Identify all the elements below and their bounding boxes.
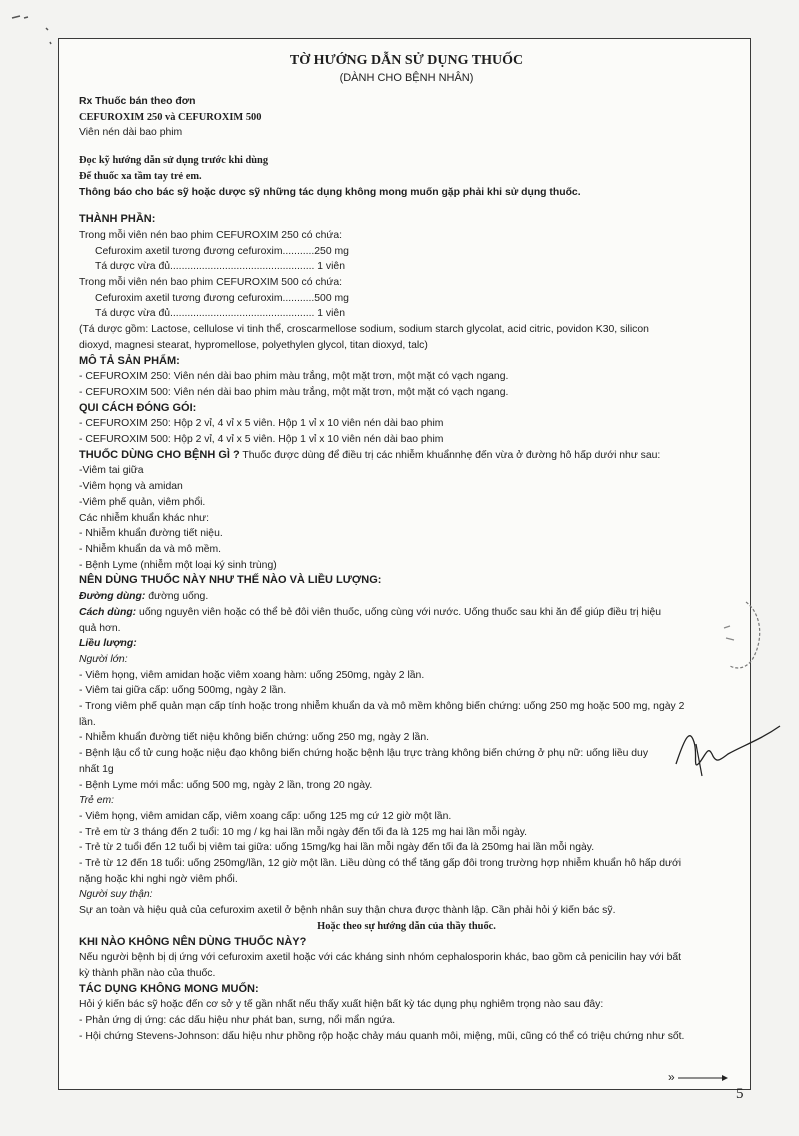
indication-item: - Nhiễm khuẩn đường tiết niệu. — [79, 528, 223, 540]
section-heading-description: MÔ TẢ SẢN PHẨM: — [79, 354, 180, 367]
dose-label: Liều lượng: — [79, 638, 137, 650]
route-text: đường uống. — [145, 591, 209, 603]
indications-text: Thuốc được dùng để điều trị các nhiễm khuẩnnhẹ đến vừa ở đường hô hấp dưới như sau: — [239, 449, 661, 461]
child-dose-item: nặng hoặc khi nghi ngờ viêm phổi. — [79, 873, 238, 885]
method-line: quả hơn. — [79, 622, 121, 634]
indication-item: Các nhiễm khuẩn khác như: — [79, 512, 209, 524]
description-item: - CEFUROXIM 250: Viên nén dài bao phim màu trắng, một mặt trơn, một mặt có vạch ngang. — [79, 371, 509, 383]
composition-line: Tá dược vừa đủ.................................................. 1 viên — [95, 308, 345, 320]
child-dose-item: - Trẻ em từ 3 tháng đến 2 tuổi: 10 mg / kg hai lần mỗi ngày đến tối đa là 125 mg hai lần mỗi ngày. — [79, 826, 528, 838]
stamp-mark-icon — [716, 600, 764, 670]
adult-dose-item: - Nhiễm khuẩn đường tiết niệu không biến chứng: uống 250 mg, ngày 2 lần. — [79, 732, 429, 744]
arrow-right-icon — [678, 1074, 728, 1082]
children-label: Trẻ em: — [79, 795, 115, 807]
adult-dose-item: nhất 1g — [79, 763, 114, 775]
page-title: TỜ HƯỚNG DẪN SỬ DỤNG THUỐC — [289, 53, 524, 68]
section-heading-dosage: NÊN DÙNG THUỐC NÀY NHƯ THẾ NÀO VÀ LIỀU LƯỢNG: — [79, 574, 382, 587]
signature-icon — [672, 724, 782, 784]
renal-label: Người suy thận: — [79, 889, 153, 901]
warning-line: Đọc kỹ hướng dẫn sử dụng trước khi dùng — [79, 155, 269, 167]
adult-dose-item: - Viêm tai giữa cấp: uống 500mg, ngày 2 lần. — [79, 685, 287, 697]
renal-text: Sự an toàn và hiệu quả của cefuroxim axetil ở bệnh nhân suy thận chưa được thành lập. Cần phải hỏi ý kiến bác sỹ. — [79, 905, 616, 917]
indication-item: -Viêm phế quản, viêm phổi. — [79, 496, 206, 508]
product-name: CEFUROXIM 250 và CEFUROXIM 500 — [79, 111, 262, 123]
adult-dose-item: lần. — [79, 716, 96, 728]
dosage-form: Viên nén dài bao phim — [79, 127, 183, 139]
indication-item: - Bệnh Lyme (nhiễm một loại ký sinh trùng) — [79, 559, 277, 571]
adult-dose-item: - Viêm họng, viêm amidan hoặc viêm xoang hàm: uống 250mg, ngày 2 lần. — [79, 669, 425, 681]
continue-arrow — [668, 1070, 728, 1084]
section-heading-contraindications: KHI NÀO KHÔNG NÊN DÙNG THUỐC NÀY? — [79, 935, 307, 948]
adult-dose-item: - Bệnh lậu cổ tử cung hoặc niệu đạo không biến chứng hoặc bệnh lậu trực tràng không biến chứng ở phụ nữ: uống liều duy — [79, 748, 649, 760]
indication-item: -Viêm tai giữa — [79, 465, 144, 477]
method-line — [79, 605, 734, 621]
child-dose-item: - Viêm họng, viêm amidan cấp, viêm xoang cấp: uống 125 mg cứ 12 giờ một lần. — [79, 810, 452, 822]
composition-line: Cefuroxim axetil tương đương cefuroxim...........250 mg — [95, 245, 349, 257]
composition-line: Tá dược vừa đủ.................................................. 1 viên — [95, 261, 345, 273]
method-label: Cách dùng: — [79, 606, 137, 618]
scan-mark-icon — [6, 6, 66, 46]
warning-line: Thông báo cho bác sỹ hoặc dược sỹ những tác dụng không mong muốn gặp phải khi sử dụng thuốc. — [79, 186, 581, 198]
follow-doctor-note: Hoặc theo sự hướng dẫn của thầy thuốc. — [317, 920, 496, 932]
adult-dose-item: - Trong viêm phế quản mạn cấp tính hoặc trong nhiễm khuẩn da và mô mềm không biến chứng: uống 250 mg hoặc 500 mg, ngày 2 — [79, 701, 685, 713]
leaflet-content — [79, 52, 734, 1044]
adverse-lead: Hỏi ý kiến bác sỹ hoặc đến cơ sở y tế gần nhất nếu thấy xuất hiện bất kỳ tác dụng phụ nghiêm trọng nào sau đây: — [79, 999, 604, 1011]
adult-dose-item: - Bệnh Lyme mới mắc: uống 500 mg, ngày 2 lần, trong 20 ngày. — [79, 779, 373, 791]
excipients-line: dioxyd, magnesi stearat, hypromellose, polyethylen glycol, titan dioxyd, talc) — [79, 339, 428, 351]
page-subtitle: (DÀNH CHO BỆNH NHÂN) — [339, 72, 474, 84]
route-line — [79, 589, 734, 605]
composition-line: Cefuroxim axetil tương đương cefuroxim...........500 mg — [95, 292, 349, 304]
adverse-item: - Hội chứng Stevens-Johnson: dấu hiệu như phồng rộp hoặc chảy máu quanh môi, miệng, mũi, cũng có thể có triệu chứng như sốt. — [79, 1030, 685, 1042]
rx-label: Rx Thuốc bán theo đơn — [79, 96, 196, 107]
method-text: uống nguyên viên hoặc có thể bẻ đôi viên thuốc, uống cùng với nước. Uống thuốc sau khi ăn để giúp điều trị hiệu — [136, 606, 662, 618]
child-dose-item: - Trẻ từ 12 đến 18 tuổi: uống 250mg/lần, 12 giờ một lần. Liều dùng có thể tăng gấp đôi trong trường hợp nhiễm khuẩn hô hấp dưới — [79, 858, 682, 870]
contra-text: Nếu người bệnh bị dị ứng với cefuroxim axetil hoặc với các kháng sinh nhóm cephalosporin khác, bao gồm cả penicilin hay với bất — [79, 952, 682, 964]
contra-text: kỳ thành phần nào của thuốc. — [79, 967, 216, 979]
section-heading-composition: THÀNH PHẦN: — [79, 213, 156, 226]
composition-line: Trong mỗi viên nén bao phim CEFUROXIM 500 có chứa: — [79, 277, 342, 289]
description-item: - CEFUROXIM 500: Viên nén dài bao phim màu trắng, một mặt trơn, một mặt có vạch ngang. — [79, 386, 509, 398]
section-heading-packaging: QUI CÁCH ĐÓNG GÓI: — [79, 401, 197, 414]
excipients-line: (Tá dược gồm: Lactose, cellulose vi tinh thể, croscarmellose sodium, sodium starch glycolat, acid citric, povidon K30, silicon — [79, 324, 649, 336]
indication-item: - Nhiễm khuẩn da và mô mềm. — [79, 543, 222, 555]
packaging-item: - CEFUROXIM 500: Hộp 2 vỉ, 4 vỉ x 5 viên. Hộp 1 vỉ x 10 viên nén dài bao phim — [79, 434, 444, 446]
adverse-item: - Phản ứng dị ứng: các dấu hiệu như phát ban, sưng, nổi mẩn ngứa. — [79, 1015, 396, 1027]
adults-label: Người lớn: — [79, 653, 128, 665]
indications-lead — [79, 448, 734, 464]
section-heading-adverse: TÁC DỤNG KHÔNG MONG MUỐN: — [79, 982, 259, 995]
route-label: Đường dùng: — [79, 591, 146, 603]
page-number: 5 — [736, 1086, 744, 1102]
warning-line: Để thuốc xa tầm tay trẻ em. — [79, 170, 202, 182]
composition-line: Trong mỗi viên nén bao phim CEFUROXIM 250 có chứa: — [79, 229, 342, 241]
section-heading-indications: THUỐC DÙNG CHO BỆNH GÌ ? — [79, 448, 240, 461]
child-dose-item: - Trẻ từ 2 tuổi đến 12 tuổi bị viêm tai giữa: uống 15mg/kg hai lần mỗi ngày đến tối đa là 250mg hai lần mỗi ngày. — [79, 842, 595, 854]
packaging-item: - CEFUROXIM 250: Hộp 2 vỉ, 4 vỉ x 5 viên. Hộp 1 vỉ x 10 viên nén dài bao phim — [79, 418, 444, 430]
continue-mark: » — [668, 1070, 675, 1084]
indication-item: -Viêm họng và amidan — [79, 481, 183, 493]
